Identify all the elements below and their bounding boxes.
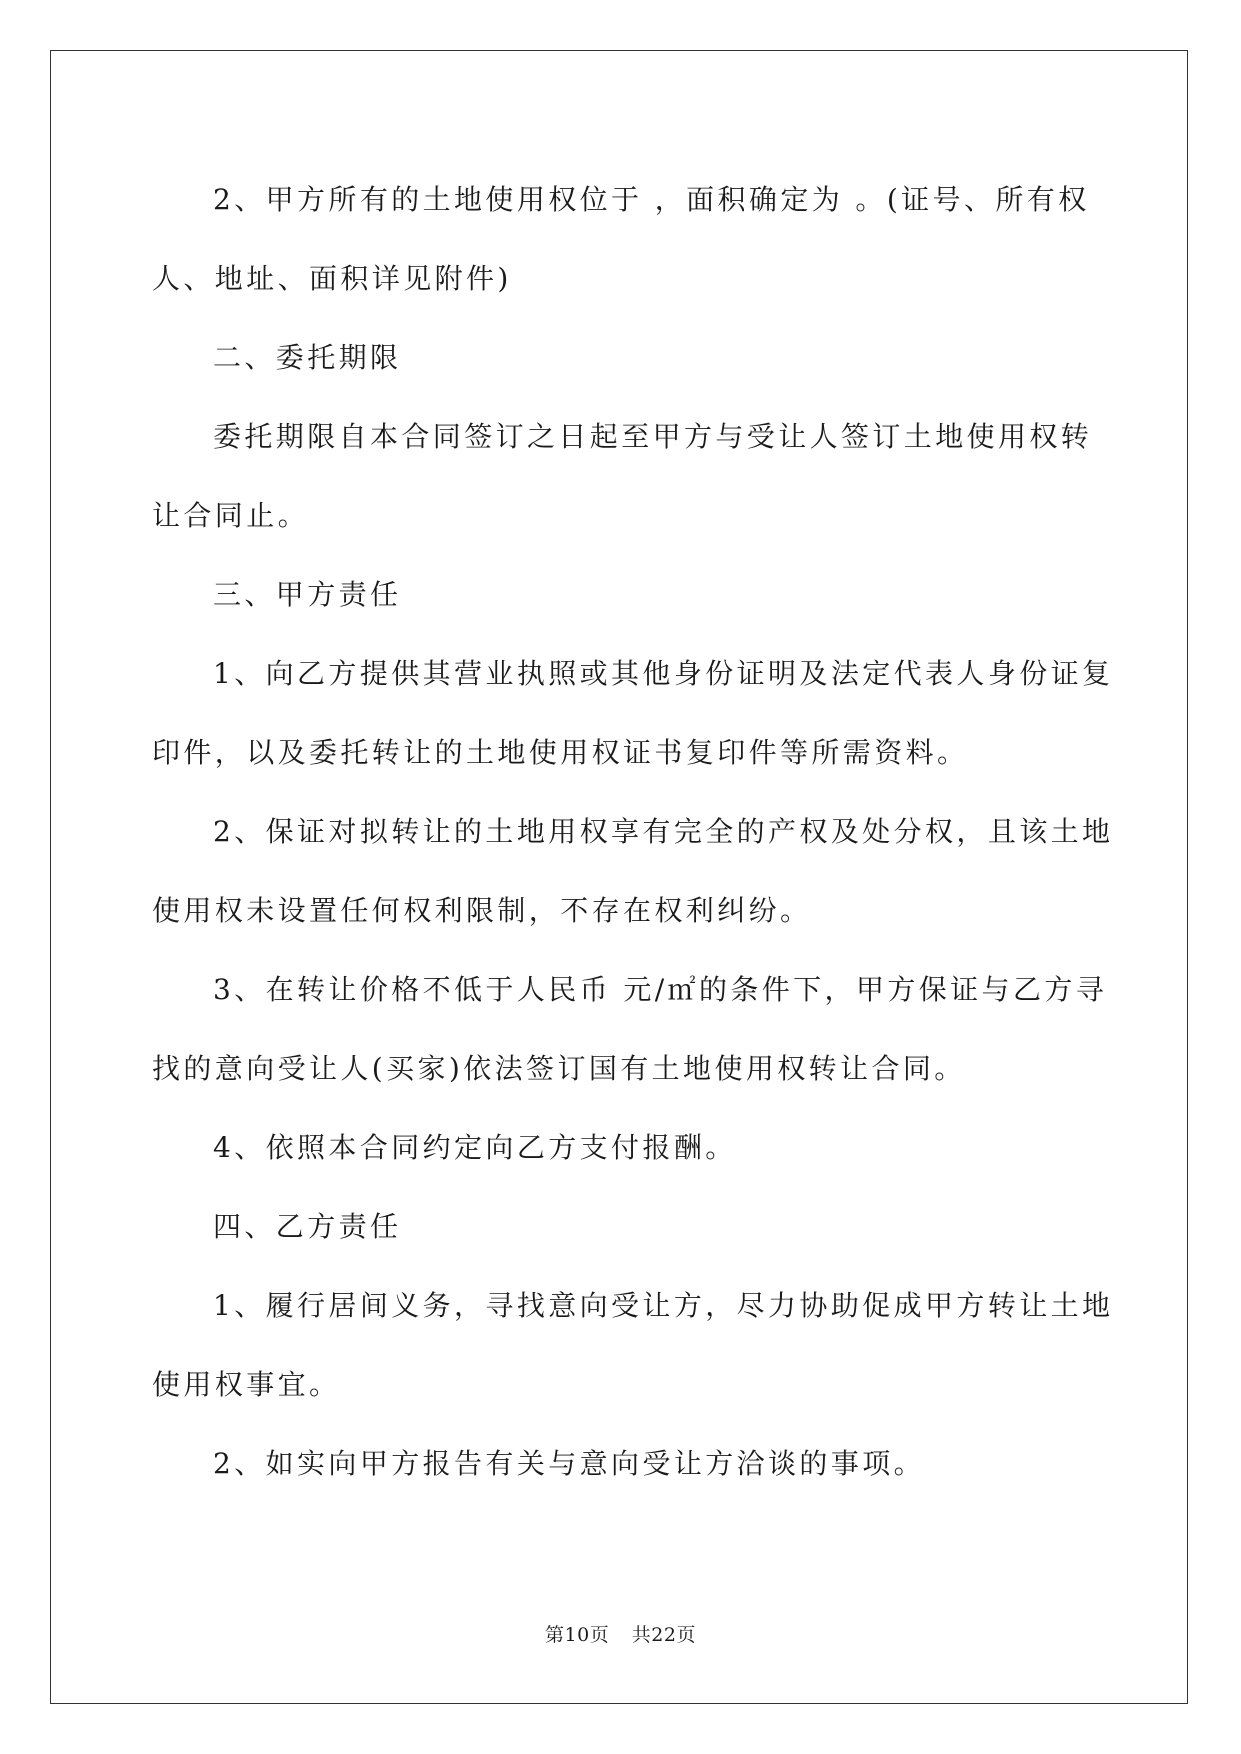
paragraph-party-a-duty-4 (152, 1108, 1092, 1187)
paragraph-entrust-period (152, 397, 1092, 555)
section-heading-party-b-duties (152, 1187, 1092, 1266)
section-heading-entrust-period (152, 318, 1092, 397)
document-body (152, 160, 1114, 1503)
text-line: 3、在转让价格不低于人民币 元/㎡的条件下，甲方保证与乙方寻 (213, 973, 1108, 1006)
text-line: 二、委托期限 (213, 341, 402, 374)
paragraph-party-a-duty-2 (152, 792, 1114, 950)
current-page-number: 第10页 (545, 1624, 610, 1646)
text-line: 2、保证对拟转让的土地用权享有完全的产权及处分权，且该土地 (213, 815, 1114, 848)
paragraph-party-a-duty-3 (152, 950, 1108, 1108)
text-line: 三、甲方责任 (213, 578, 402, 611)
text-line: 委托期限自本合同签订之日起至甲方与受让人签订土地使用权转 (213, 420, 1093, 453)
text-line: 印件，以及委托转让的土地使用权证书复印件等所需资料。 (152, 736, 969, 769)
text-line: 四、乙方责任 (213, 1210, 402, 1243)
text-line: 使用权事宜。 (152, 1368, 341, 1401)
text-line: 使用权未设置任何权利限制，不存在权利纠纷。 (152, 894, 812, 927)
text-line: 找的意向受让人(买家)依法签订国有土地使用权转让合同。 (152, 1052, 966, 1085)
total-page-count: 共22页 (631, 1624, 696, 1646)
page-footer (0, 1620, 1241, 1647)
paragraph-party-b-duty-1 (152, 1266, 1114, 1424)
text-line: 2、如实向甲方报告有关与意向受让方洽谈的事项。 (213, 1447, 926, 1480)
text-line: 让合同止。 (152, 499, 310, 532)
text-line: 人、地址、面积详见附件) (152, 262, 512, 295)
text-line: 4、依照本合同约定向乙方支付报酬。 (213, 1131, 737, 1164)
text-line: 1、向乙方提供其营业执照或其他身份证明及法定代表人身份证复 (213, 657, 1114, 690)
paragraph-party-a-duty-1 (152, 634, 1114, 792)
paragraph-party-b-duty-2 (152, 1424, 1092, 1503)
text-line: 1、履行居间义务，寻找意向受让方，尽力协助促成甲方转让土地 (213, 1289, 1114, 1322)
section-heading-party-a-duties (152, 555, 1092, 634)
paragraph-location-area (152, 160, 1092, 318)
text-line: 2、甲方所有的土地使用权位于 ，面积确定为 。(证号、所有权 (213, 183, 1090, 216)
